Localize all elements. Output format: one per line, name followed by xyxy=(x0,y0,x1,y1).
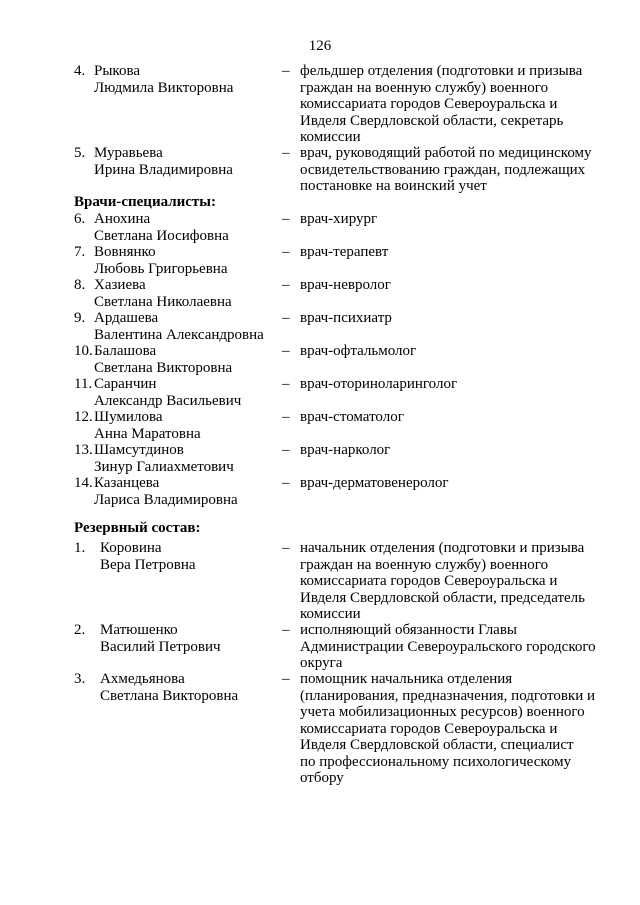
reserve-heading: Резервный состав: xyxy=(74,520,201,536)
description-line: врач-хирург xyxy=(300,211,378,227)
description-line: граждан на военную службу) военного xyxy=(300,556,549,573)
description-line: округа xyxy=(300,655,343,671)
name-line: Ахмедьянова xyxy=(100,671,185,687)
item-number: 14. xyxy=(74,475,93,491)
person-name xyxy=(94,442,274,475)
name-line: Лариса Владимировна xyxy=(94,491,238,508)
description-line: комиссариата городов Североуральска и xyxy=(300,96,558,112)
description-line: врач-терапевт xyxy=(300,244,389,260)
name-line: Светлана Викторовна xyxy=(94,359,233,376)
name-line: Василий Петрович xyxy=(100,638,221,655)
position-description xyxy=(300,442,620,459)
description-line: врач-стоматолог xyxy=(300,409,404,425)
item-number: 6. xyxy=(74,211,86,227)
item-number: 9. xyxy=(74,310,86,326)
description-line: врач-психиатр xyxy=(300,310,392,326)
person-name xyxy=(94,244,274,277)
description-line: врач-невролог xyxy=(300,277,391,293)
dash-separator: – xyxy=(282,442,290,458)
description-line: учета мобилизационных ресурсов) военного xyxy=(300,704,585,720)
description-line: комиссии xyxy=(300,129,361,145)
item-number: 7. xyxy=(74,244,86,260)
name-line: Вовнянко xyxy=(94,244,156,260)
dash-separator: – xyxy=(282,475,290,491)
position-description xyxy=(300,211,620,228)
specialists-heading: Врачи-специалисты: xyxy=(74,194,217,210)
item-number: 11. xyxy=(74,376,93,392)
description-line: отбору xyxy=(300,770,344,786)
description-line: врач-дерматовенеролог xyxy=(300,475,449,491)
dash-separator: – xyxy=(282,409,290,425)
name-line: Светлана Николаевна xyxy=(94,293,232,310)
description-line: фельдшер отделения (подготовки и призыва xyxy=(300,63,583,79)
description-line: освидетельствованию граждан, подлежащих xyxy=(300,161,586,178)
description-line: врач-нарколог xyxy=(300,442,391,458)
page-number: 126 xyxy=(308,38,332,54)
position-description xyxy=(300,409,620,426)
person-name xyxy=(94,376,274,409)
item-number: 4. xyxy=(74,63,86,79)
dash-separator: – xyxy=(282,540,290,556)
dash-separator: – xyxy=(282,145,290,161)
person-name xyxy=(94,211,274,244)
person-name xyxy=(94,63,274,96)
dash-separator: – xyxy=(282,376,290,392)
position-description xyxy=(300,63,620,146)
dash-separator: – xyxy=(282,277,290,293)
name-line: Валентина Александровна xyxy=(94,326,264,343)
name-line: Рыкова xyxy=(94,63,140,79)
name-line: Ирина Владимировна xyxy=(94,161,233,178)
person-name xyxy=(100,622,280,655)
position-description xyxy=(300,540,620,623)
dash-separator: – xyxy=(282,310,290,326)
position-description xyxy=(300,244,620,261)
description-line: комиссии xyxy=(300,606,361,622)
position-description xyxy=(300,343,620,360)
name-line: Светлана Викторовна xyxy=(100,687,239,704)
item-number: 5. xyxy=(74,145,86,161)
name-line: Матюшенко xyxy=(100,622,178,638)
description-line: (планирования, предназначения, подготовки и xyxy=(300,687,596,704)
description-line: Администрации Североуральского городского xyxy=(300,638,596,655)
name-line: Шумилова xyxy=(94,409,163,425)
item-number: 2. xyxy=(74,622,86,638)
dash-separator: – xyxy=(282,671,290,687)
position-description xyxy=(300,277,620,294)
description-line: постановке на воинский учет xyxy=(300,178,487,194)
person-name xyxy=(94,343,274,376)
item-number: 3. xyxy=(74,671,86,687)
name-line: Людмила Викторовна xyxy=(94,79,234,96)
name-line: Муравьева xyxy=(94,145,163,161)
description-line: врач-офтальмолог xyxy=(300,343,417,359)
name-line: Александр Васильевич xyxy=(94,392,242,409)
name-line: Вера Петровна xyxy=(100,556,196,573)
description-line: исполняющий обязанности Главы xyxy=(300,622,517,638)
dash-separator: – xyxy=(282,622,290,638)
item-number: 13. xyxy=(74,442,93,458)
name-line: Хазиева xyxy=(94,277,146,293)
position-description xyxy=(300,310,620,327)
position-description xyxy=(300,671,620,787)
dash-separator: – xyxy=(282,211,290,227)
person-name xyxy=(94,475,274,508)
description-line: комиссариата городов Североуральска и xyxy=(300,720,558,737)
name-line: Шамсутдинов xyxy=(94,442,184,458)
description-line: врач-оториноларинголог xyxy=(300,376,458,392)
person-name xyxy=(100,540,280,573)
item-number: 12. xyxy=(74,409,93,425)
name-line: Анна Маратовна xyxy=(94,425,201,442)
person-name xyxy=(94,277,274,310)
item-number: 10. xyxy=(74,343,93,359)
position-description xyxy=(300,622,620,672)
person-name xyxy=(94,145,274,178)
name-line: Светлана Иосифовна xyxy=(94,227,229,244)
description-line: по профессиональному психологическому xyxy=(300,753,572,770)
dash-separator: – xyxy=(282,343,290,359)
name-line: Анохина xyxy=(94,211,151,227)
name-line: Ардашева xyxy=(94,310,159,326)
description-line: комиссариата городов Североуральска и xyxy=(300,573,558,589)
name-line: Коровина xyxy=(100,540,162,556)
description-line: Ивделя Свердловской области, председатель xyxy=(300,589,585,606)
description-line: врач, руководящий работой по медицинскому xyxy=(300,145,592,161)
description-line: граждан на военную службу) военного xyxy=(300,79,549,96)
name-line: Балашова xyxy=(94,343,157,359)
description-line: помощник начальника отделения xyxy=(300,671,513,687)
position-description xyxy=(300,145,620,195)
description-line: начальник отделения (подготовки и призыва xyxy=(300,540,585,556)
name-line: Зинур Галиахметович xyxy=(94,458,234,475)
dash-separator: – xyxy=(282,63,290,79)
item-number: 1. xyxy=(74,540,86,556)
item-number: 8. xyxy=(74,277,86,293)
person-name xyxy=(94,310,274,343)
description-line: Ивделя Свердловской области, секретарь xyxy=(300,112,564,129)
name-line: Любовь Григорьевна xyxy=(94,260,228,277)
name-line: Саранчин xyxy=(94,376,157,392)
name-line: Казанцева xyxy=(94,475,160,491)
person-name xyxy=(100,671,280,704)
position-description xyxy=(300,475,620,492)
position-description xyxy=(300,376,620,393)
dash-separator: – xyxy=(282,244,290,260)
description-line: Ивделя Свердловской области, специалист xyxy=(300,737,574,753)
person-name xyxy=(94,409,274,442)
